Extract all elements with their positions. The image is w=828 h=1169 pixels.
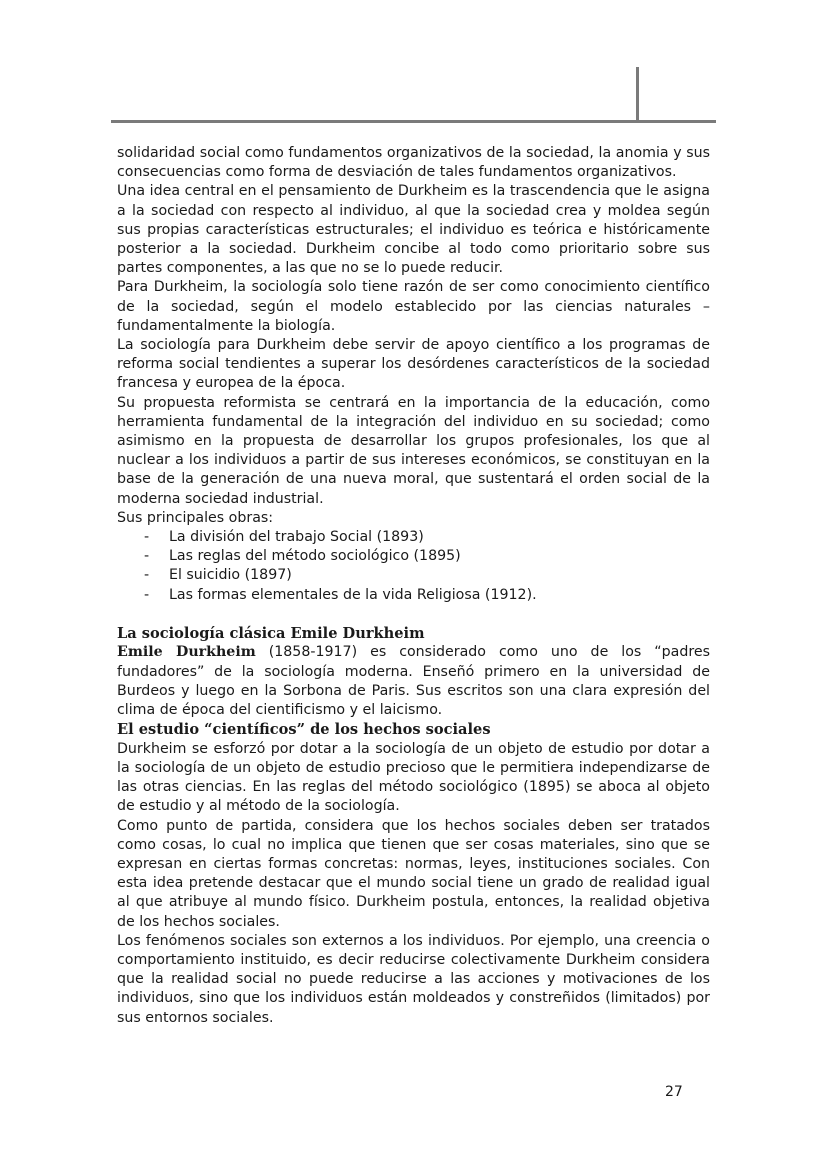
- work-title: Las formas elementales de la vida Religiosa (1912).: [169, 586, 537, 603]
- header-tick: [636, 67, 639, 122]
- paragraph-text: (1858-1917) es considerado como uno de los “padres fundadores” de la sociología moderna. Enseñó primero en la universidad de Burdeos y luego en la Sorbona de Paris. Sus escritos son una clara expresión del clima de época del cientificismo y el laicismo.: [117, 644, 710, 718]
- paragraph: Los fenómenos sociales son externos a los individuos. Por ejemplo, una creencia o comportamiento instituido, es decir reducirse colectivamente Durkheim considera que la realidad social no puede reducirse a las acciones y motivaciones de los individuos, sino que los individuos están moldeados y constreñidos (limitados) por sus entornos sociales.: [117, 932, 710, 1026]
- works-list: [117, 528, 710, 605]
- bullet-dash: -: [144, 586, 150, 603]
- spacer: [117, 605, 710, 624]
- list-item: [144, 586, 710, 605]
- section-heading: La sociología clásica Emile Durkheim: [117, 624, 425, 642]
- list-item: [144, 528, 710, 547]
- paragraph: La sociología para Durkheim debe servir de apoyo científico a los programas de reforma social tendientes a superar los desórdenes característicos de la sociedad francesa y europea de la época.: [117, 337, 710, 392]
- works-intro: Sus principales obras:: [117, 509, 274, 526]
- paragraph: solidaridad social como fundamentos organizativos de la sociedad, la anomia y sus consecuencias como forma de desviación de tales fundamentos organizativos.: [117, 145, 710, 181]
- paragraph: [117, 643, 710, 720]
- paragraph: Su propuesta reformista se centrará en la importancia de la educación, como herramienta fundamental de la integración del individuo en su sociedad; como asimismo en la propuesta de desarrollar los grupos profesionales, los que al nuclear a los individuos a partir de sus intereses económicos, se constituyan en la base de la generación de una nueva moral, que sustentará el orden social de la moderna sociedad industrial.: [117, 394, 710, 507]
- list-item: [144, 547, 710, 566]
- page-body: [117, 144, 710, 1028]
- work-title: La división del trabajo Social (1893): [169, 529, 424, 546]
- work-title: Las reglas del método sociológico (1895): [169, 548, 461, 565]
- author-name: Emile Durkheim: [117, 644, 256, 661]
- paragraph: Una idea central en el pensamiento de Durkheim es la trascendencia que le asigna a la sociedad con respecto al individuo, al que la sociedad crea y moldea según sus propias características estructurales; el individuo es teórica e históricamente posterior a la sociedad. Durkheim concibe al todo como prioritario sobre sus partes componentes, a las que no se lo puede reducir.: [117, 183, 710, 277]
- section-heading: El estudio “científicos” de los hechos sociales: [117, 721, 491, 739]
- bullet-dash: -: [144, 529, 150, 546]
- paragraph: Como punto de partida, considera que los hechos sociales deben ser tratados como cosas, lo cual no implica que tienen que ser cosas materiales, sino que se expresan en ciertas formas concretas: normas, leyes, instituciones sociales. Con esta idea pretende destacar que el mundo social tiene un grado de realidad igual al que atribuye al mundo físico. Durkheim postula, entonces, la realidad objetiva de los hechos sociales.: [117, 817, 710, 930]
- list-item: [144, 566, 710, 585]
- bullet-dash: -: [144, 567, 150, 584]
- page-number: 27: [665, 1084, 683, 1100]
- bullet-dash: -: [144, 548, 150, 565]
- work-title: El suicidio (1897): [169, 567, 292, 584]
- paragraph: Para Durkheim, la sociología solo tiene razón de ser como conocimiento científico de la sociedad, según el modelo establecido por las ciencias naturales – fundamentalmente la biología.: [117, 279, 710, 334]
- header-rule: [111, 120, 716, 123]
- paragraph: Durkheim se esforzó por dotar a la sociología de un objeto de estudio por dotar a la sociología de un objeto de estudio precioso que le permitiera independizarse de las otras ciencias. En las reglas del método sociológico (1895) se aboca al objeto de estudio y al método de la sociología.: [117, 740, 710, 815]
